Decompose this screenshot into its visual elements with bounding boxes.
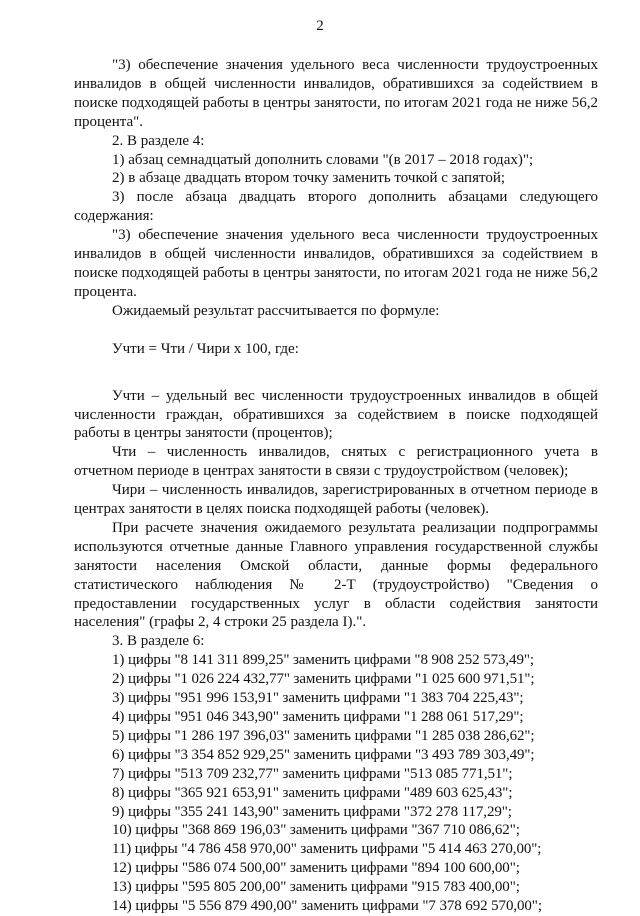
paragraph-formula-intro: Ожидаемый результат рассчитывается по формуле: (112, 302, 440, 319)
paragraph-item-1: 1) абзац семнадцатый дополнить словами "(в 2017 – 2018 годах)"; (112, 151, 534, 168)
paragraph-data-sources: При расчете значения ожидаемого результата реализации подпрограммы используются отчетные данные Главного управления государственной службы занятости населения Омской области, данные формы федерального статистического наблюдения № 2-Т (трудоустройство) "Сведения о предоставлении государственных услуг в области содействия занятости населения" (графы 2, 4 строки 25 раздела I).". (74, 519, 598, 631)
paragraph-definition-chti: Чти – численность инвалидов, снятых с регистрационного учета в отчетном периоде в центрах занятости в связи с трудоустройством (человек); (74, 444, 598, 480)
paragraph-goal-3-first: "3) обеспечение значения удельного веса численности трудоустроенных инвалидов в общей численности инвалидов, обратившихся за содействием в поиске подходящей работы в центры занятости, по итогам 2021 года не ниже 56,2 процента". (74, 57, 598, 130)
paragraph-goal-3-second: "3) обеспечение значения удельного веса численности трудоустроенных инвалидов в общей численности инвалидов, обратившихся за содействием в поиске подходящей работы в центры занятости, по итогам 2021 года не ниже 56,2 процента. (74, 227, 598, 300)
formula: Учти = Чти / Чири x 100, где: (112, 340, 299, 357)
paragraph-definition-uchti: Учти – удельный вес численности трудоустроенных инвалидов в общей численности граждан, обратившихся за содействием в поиске подходящей работы в центры занятости (процентов); (74, 387, 598, 442)
replacement-item: 1) цифры "8 141 311 899,25" заменить цифрами "8 908 252 573,49"; (112, 652, 534, 669)
document-body (74, 56, 598, 916)
replacement-item: 9) цифры "355 241 143,90" заменить цифрами "372 278 117,29"; (112, 803, 512, 820)
paragraph-section-4: 2. В разделе 4: (112, 132, 205, 149)
page-number: 2 (316, 18, 324, 34)
replacement-item: 3) цифры "951 996 153,91" заменить цифрами "1 383 704 225,43"; (112, 690, 524, 707)
replacement-item: 4) цифры "951 046 343,90" заменить цифрами "1 288 061 517,29"; (112, 709, 524, 725)
paragraph-item-2: 2) в абзаце двадцать втором точку заменить точкой с запятой; (112, 170, 506, 187)
replacement-item: 12) цифры "586 074 500,00" заменить цифрами "894 100 600,00"; (112, 860, 520, 877)
replacement-item: 11) цифры "4 786 458 970,00" заменить цифрами "5 414 463 270,00"; (112, 841, 542, 858)
paragraph-section-6: 3. В разделе 6: (112, 633, 205, 650)
replacement-item: 14) цифры "5 556 879 490,00" заменить цифрами "7 378 692 570,00"; (112, 898, 542, 915)
paragraph-definition-chiri: Чири – численность инвалидов, зарегистрированных в отчетном периоде в центрах занятости в целях поиска подходящей работы (человек). (74, 482, 598, 518)
replacement-item: 6) цифры "3 354 852 929,25" заменить цифрами "3 493 789 303,49"; (112, 746, 535, 763)
replacement-item: 5) цифры "1 286 197 396,03" заменить цифрами "1 285 038 286,62"; (112, 727, 535, 744)
replacement-item: 7) цифры "513 709 232,77" заменить цифрами "513 085 771,51"; (112, 765, 513, 782)
replacement-list (74, 651, 598, 916)
replacement-item: 8) цифры "365 921 653,91" заменить цифрами "489 603 625,43"; (112, 784, 513, 801)
paragraph-item-3: 3) после абзаца двадцать второго дополнить абзацами следующего содержания: (74, 189, 598, 225)
replacement-item: 2) цифры "1 026 224 432,77" заменить цифрами "1 025 600 971,51"; (112, 671, 535, 688)
replacement-item: 10) цифры "368 869 196,03" заменить цифрами "367 710 086,62"; (112, 822, 520, 839)
replacement-item: 13) цифры "595 805 200,00" заменить цифрами "915 783 400,00"; (112, 879, 520, 896)
